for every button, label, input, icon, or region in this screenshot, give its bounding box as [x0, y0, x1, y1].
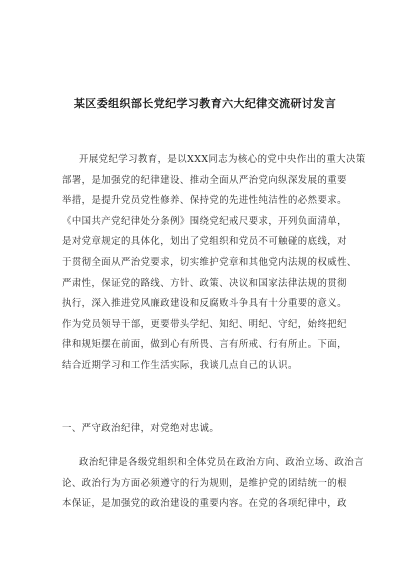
paragraph-line: 本保证，是加强党的政治建设的重要内容。在党的各项纪律中，政	[62, 498, 347, 510]
paragraph-line: 结合近期学习和工作生活实际，我谈几点自己的认识。	[62, 359, 298, 371]
paragraph-line: 是对党章规定的具体化，划出了党组织和党员不可触碰的底线，对	[62, 236, 347, 248]
document-title: 某区委组织部长党纪学习教育六大纪律交流研讨发言	[73, 97, 337, 110]
paragraph-line: 开展党纪学习教育，是以XXX同志为核心的党中央作出的重大决策	[79, 154, 366, 165]
paragraph-political-discipline	[62, 453, 364, 515]
paragraph-line: 于贯彻全面从严治党要求，切实维护党章和其他党内法规的权威性、	[62, 256, 357, 268]
paragraph-line: 部署，是加强党的纪律建设、推动全面从严治党向纵深发展的重要	[62, 174, 347, 186]
paragraph-line: 举措，是提升党员党性修养、保持党的先进性纯洁性的必然要求。	[62, 195, 347, 207]
paragraph-line: 严肃性，保证党的路线、方针、政策、决议和国家法律法规的贯彻	[62, 277, 347, 289]
paragraph-line: 论、政治行为方面必须遵守的行为规则，是维护党的团结统一的根	[62, 477, 347, 489]
paragraph-line: 律和规矩摆在前面，做到心有所畏、言有所戒、行有所止。下面，	[62, 339, 347, 351]
paragraph-line: 政治纪律是各级党组织和全体党员在政治方向、政治立场、政治言	[79, 457, 364, 468]
paragraph-intro	[62, 150, 366, 377]
paragraph-line: 《中国共产党纪律处分条例》围绕党纪戒尺要求，开列负面清单，	[62, 215, 347, 227]
paragraph-line: 执行，深入推进党风廉政建设和反腐败斗争具有十分重要的意义。	[62, 298, 347, 310]
section-heading: 一、严守政治纪律，对党绝对忠诚。	[62, 423, 220, 434]
paragraph-line: 作为党员领导干部，更要带头学纪、知纪、明纪、守纪，始终把纪	[62, 318, 347, 330]
